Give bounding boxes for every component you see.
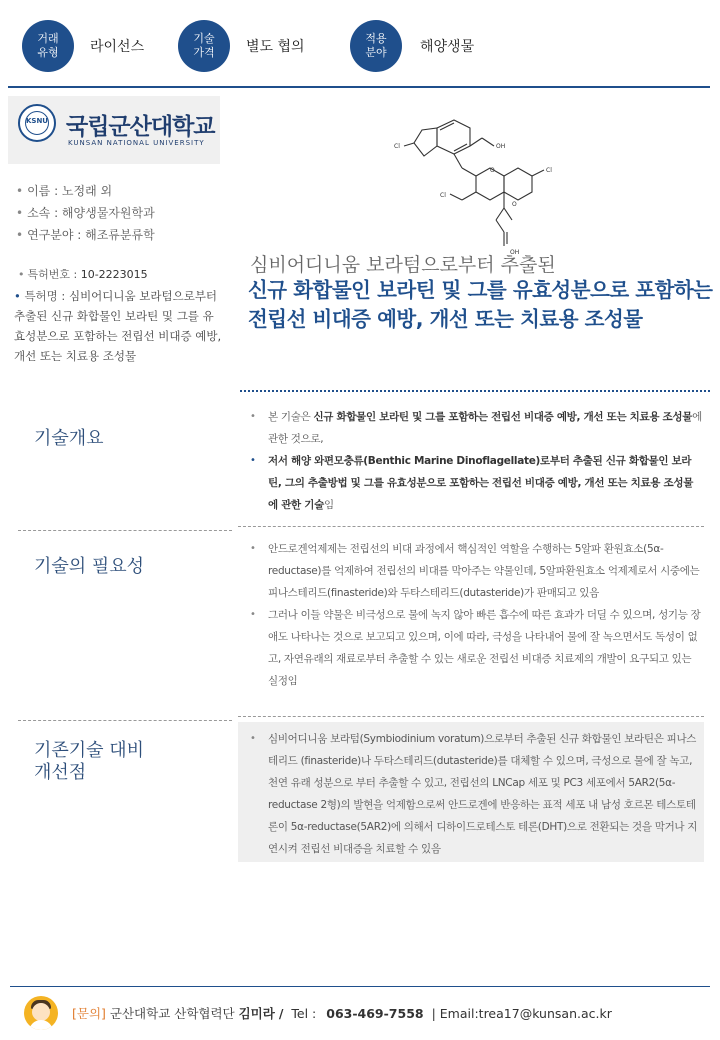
university-name-en: KUNSAN NATIONAL UNIVERSITY bbox=[68, 139, 205, 147]
svg-text:O: O bbox=[512, 201, 517, 208]
section-heading-improvement: 기존기술 대비 개선점 bbox=[34, 740, 145, 783]
contact-footer: [문의] 군산대학교 산학협력단 김미라 / Tel : 063-469-7558 | Email:trea17@kunsan.ac.kr bbox=[72, 1006, 612, 1021]
inventor-name: • 이름 : 노정래 외 bbox=[16, 184, 113, 198]
contact-phone[interactable]: 063-469-7558 bbox=[326, 1006, 424, 1021]
section-body-overview bbox=[250, 406, 702, 516]
patent-title: • 특허명 : 심비어디니움 보라텀으로부터 추출된 신규 화합물인 보라틴 및 그를 유효성분으로 포함하는 전립선 비대증 예방, 개선 또는 치료용 조성물 bbox=[14, 289, 222, 363]
section-divider-left-2 bbox=[18, 720, 232, 721]
patent-number: • 특허번호 : 10-2223015 bbox=[18, 268, 148, 281]
chemical-structure-diagram bbox=[392, 108, 572, 258]
application-field-value: 해양생물 bbox=[420, 39, 475, 55]
transaction-type-value: 라이선스 bbox=[90, 39, 145, 55]
university-logo bbox=[8, 96, 220, 164]
inquiry-label: [문의] bbox=[72, 1006, 106, 1021]
section-divider-right-2 bbox=[238, 716, 704, 717]
overview-bullet-2: • 저서 해양 와편모충류(Benthic Marine Dinoflagellate)로부터 추출된 신규 화합물인 보라 틴, 그의 추출방법 및 그를 유효성분으로 포함하는 전립선 비대증 예방, 개선 또는 치료용 조성물에 관한 기술임 bbox=[250, 450, 702, 516]
title-subtitle: 심비어디니움 보라텀으로부터 추출된 bbox=[250, 254, 556, 276]
contact-email[interactable]: | Email:trea17@kunsan.ac.kr bbox=[431, 1006, 612, 1021]
section-body-necessity bbox=[250, 538, 702, 692]
tel-label: Tel : bbox=[291, 1006, 317, 1021]
contact-org: 군산대학교 산학협력단 bbox=[109, 1006, 235, 1021]
section-divider-right bbox=[238, 526, 704, 527]
header-divider bbox=[8, 86, 710, 88]
svg-text:OH: OH bbox=[496, 143, 506, 150]
necessity-bullet-2: • 그러나 이들 약물은 비극성으로 물에 녹지 않아 빠른 흡수에 따른 효과가 더딜 수 있으며, 성기능 장애도 나타나는 것으로 보고되고 있으며, 이에 따라, 극성을 나타내어 물에 잘 녹으면서도 독성이 없고, 자연유래의 재료로부터 추출할 수 있는 새로운 전립선 비대증 치료제의 개발이 요구되고 있는 실정임 bbox=[250, 604, 702, 692]
svg-text:OH: OH bbox=[510, 249, 520, 256]
badge-tech-price: 기술 가격 bbox=[178, 20, 230, 72]
badge-application-field: 적용 분야 bbox=[350, 20, 402, 72]
svg-text:Cl: Cl bbox=[546, 167, 552, 174]
section-body-improvement bbox=[250, 728, 702, 860]
info-bar bbox=[0, 0, 720, 90]
inventor-field: • 연구분야 : 해조류분류학 bbox=[16, 228, 155, 242]
necessity-bullet-1: • 안드로겐억제제는 전립선의 비대 과정에서 핵심적인 역할을 수행하는 5알파 환원효소(5α-reductase)를 억제하여 전립선의 비대를 막아주는 약물인데, 5알파환원효소 억제제로서 시중에는 피나스테리드(finasteride)와 두타스테리드(dutasteride)가 판매되고 있음 bbox=[250, 538, 702, 604]
svg-text:O: O bbox=[490, 167, 495, 174]
overview-bullet-1: • 본 기술은 신규 화합물인 보라틴 및 그를 포함하는 전립선 비대증 예방, 개선 또는 치료용 조성물에 관한 것으로, bbox=[250, 406, 702, 450]
svg-text:Cl: Cl bbox=[394, 143, 400, 150]
section-heading-necessity: 기술의 필요성 bbox=[34, 556, 145, 577]
inventor-dept: • 소속 : 해양생물자원학과 bbox=[16, 206, 155, 220]
footer-divider bbox=[10, 986, 710, 987]
title-divider bbox=[240, 390, 710, 392]
svg-text:Cl: Cl bbox=[440, 192, 446, 199]
contact-person: 김미라 bbox=[238, 1006, 275, 1021]
contact-avatar-icon bbox=[24, 996, 58, 1030]
section-heading-overview: 기술개요 bbox=[34, 428, 104, 449]
badge-transaction-type: 거래 유형 bbox=[22, 20, 74, 72]
improvement-bullet-1: • 심비어디니움 보라텀(Symbiodinium voratum)으로부터 추출된 신규 화합물인 보라틴은 피나스테리드 (finasteride)나 두타스테리드(dutasteride)를 대체할 수 있으며, 극성으로 물에 잘 녹고, 천연 유래 성분으로 부터 추출할 수 있고, 전립선의 LNCap 세포 및 PC3 세포에서 5AR2(5α-reductase 2형)의 발현을 억제함으로써 안드로겐에 반응하는 표적 세포 내 남성 호르몬 테스토테론이 5α-reductase(5AR2)에 의해서 디하이드로테스토 테론(DHT)으로 전환되는 것을 막거나 지연시켜 전립선 비대증을 치료할 수 있음 bbox=[250, 728, 702, 860]
university-name-kr: 국립군산대학교 bbox=[66, 114, 215, 140]
tech-price-value: 별도 협의 bbox=[246, 39, 305, 55]
section-divider-left bbox=[18, 530, 232, 531]
page-title: 신규 화합물인 보라틴 및 그를 유효성분으로 포함하는 전립선 비대증 예방, 개선 또는 치료용 조성물 bbox=[248, 278, 713, 331]
university-seal-icon: KSNU bbox=[18, 104, 56, 142]
